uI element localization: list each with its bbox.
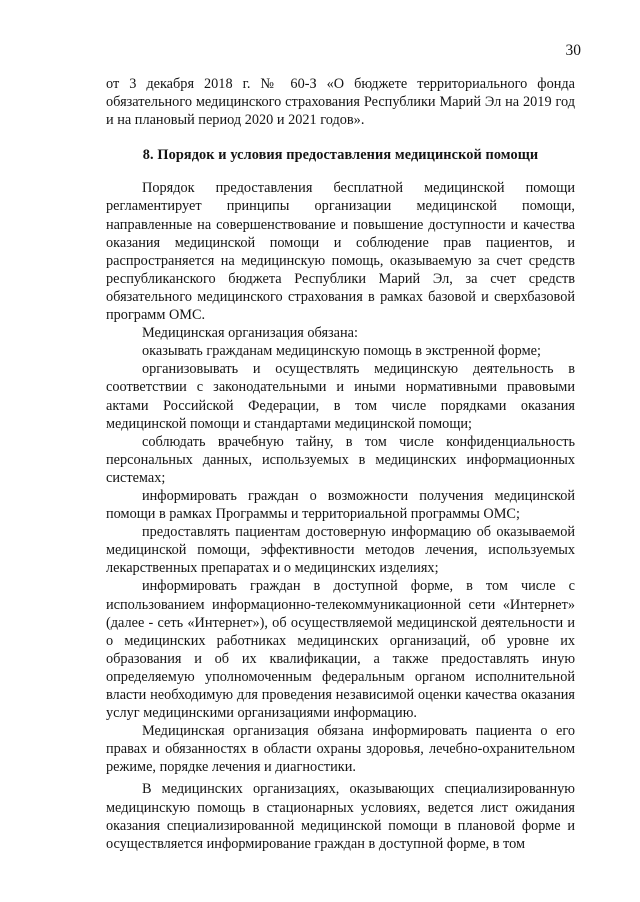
paragraph-organize-activity: организовывать и осуществлять медицинскую деятельность в соответствии с законодательными и иными нормативными правовыми актами Российской Федерации, в том числе порядками оказания медицинской помощи и стандартами медицинской помощи;	[106, 361, 575, 432]
page-number: 30	[565, 42, 581, 59]
paragraph-reliable-info: предоставлять пациентам достоверную информацию об оказываемой медицинской помощи, эффективности методов лечения, используемых лекарственных препаратах и о медицинских изделиях;	[106, 524, 575, 577]
paragraph-patient-rights: Медицинская организация обязана информировать пациента о его правах и обязанностях в области охраны здоровья, лечебно-охранительном режиме, порядке лечения и диагностики.	[106, 723, 575, 776]
paragraph-inform-internet: информировать граждан в доступной форме, в том числе с использованием информационно-телекоммуникационной сети «Интернет» (далее - сеть «Интернет»), об осуществляемой медицинской деятельности и о медицинских работниках медицинских организаций, об уровне их образования и об их квалификации, а также предоставлять иную определяемую уполномоченным федеральным органом исполнительной власти необходимую для проведения независимой оценки качества оказания услуг медицинскими организациями информацию.	[106, 578, 575, 722]
intro-paragraph: от 3 декабря 2018 г. № 60-З «О бюджете территориального фонда обязательного медицинского страхования Республики Марий Эл на 2019 год и на плановый период 2020 и 2021 годов».	[106, 76, 575, 129]
paragraph-inform-program: информировать граждан о возможности получения медицинской помощи в рамках Программы и территориальной программы ОМС;	[106, 487, 575, 523]
paragraph-medical-secrecy: соблюдать врачебную тайну, в том числе конфиденциальность персональных данных, используемых в медицинских информационных системах;	[106, 433, 575, 486]
paragraph-procedure: Порядок предоставления бесплатной медицинской помощи регламентирует принципы организации медицинской помощи, направленные на совершенствование и повышение доступности и качества оказания медицинской помощи и соблюдение прав пациентов, и распространяется на медицинскую помощь, оказываемую за счет средств республиканского бюджета Республики Марий Эл, за счет средств обязательного медицинского страхования в рамках базовой и сверхбазовой программ ОМС.	[106, 180, 575, 324]
document-body	[106, 75, 575, 853]
paragraph-emergency-care: оказывать гражданам медицинскую помощь в экстренной форме;	[142, 343, 541, 360]
paragraph-obligations-intro: Медицинская организация обязана:	[142, 325, 358, 342]
section-heading: 8. Порядок и условия предоставления медицинской помощи	[142, 147, 539, 164]
paragraph-waiting-list: В медицинских организациях, оказывающих специализированную медицинскую помощь в стационарных условиях, ведется лист ожидания оказания специализированной медицинской помощи в плановой форме и осуществляется информирование граждан в доступной форме, в том	[106, 781, 575, 852]
